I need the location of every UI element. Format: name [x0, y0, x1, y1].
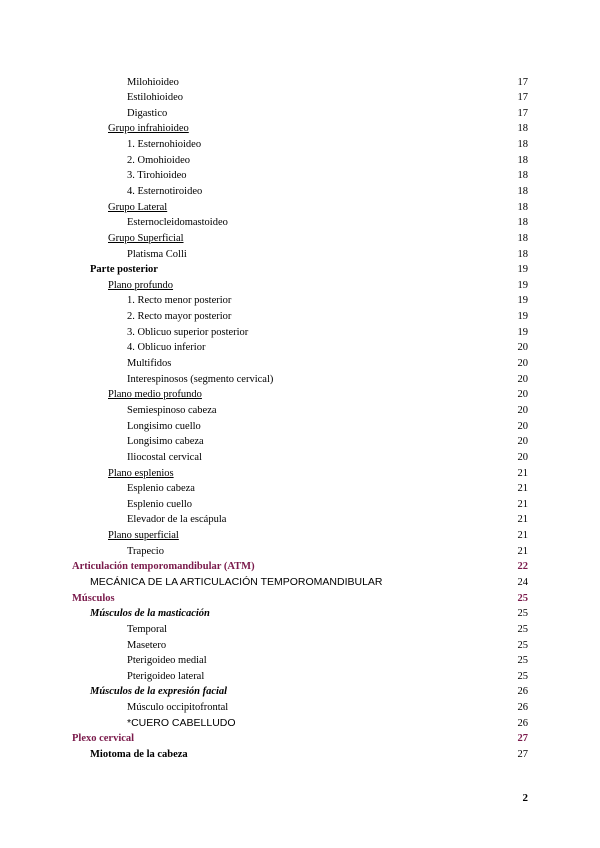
toc-entry[interactable] — [0, 215, 600, 231]
toc-entry-title: Iliocostal cervical — [127, 451, 202, 463]
toc-entry-page: 25 — [517, 623, 528, 635]
toc-entry-title: Platisma Colli — [127, 248, 187, 260]
toc-entry-page: 20 — [517, 404, 528, 416]
toc-entry[interactable] — [0, 481, 600, 497]
table-of-contents — [0, 75, 600, 763]
toc-entry-page: 18 — [517, 170, 528, 182]
toc-entry-page: 18 — [517, 154, 528, 166]
toc-entry[interactable] — [0, 419, 600, 435]
toc-entry-page: 17 — [517, 76, 528, 88]
toc-entry[interactable] — [0, 575, 600, 591]
toc-entry-title: *CUERO CABELLUDO — [127, 716, 236, 729]
toc-entry-page: 24 — [517, 577, 528, 588]
toc-entry[interactable] — [0, 340, 600, 356]
toc-entry-title: Longisimo cuello — [127, 420, 201, 432]
toc-entry-page: 20 — [517, 342, 528, 354]
toc-entry-title: Longisimo cabeza — [127, 436, 204, 448]
toc-entry-title: Interespinosos (segmento cervical) — [127, 373, 274, 385]
toc-entry-title: Músculos de la masticación — [90, 608, 210, 620]
toc-entry-title: 4. Esternotiroideo — [127, 185, 203, 197]
toc-entry-page: 18 — [517, 139, 528, 151]
toc-entry-title: Miotoma de la cabeza — [90, 749, 188, 761]
toc-entry[interactable] — [0, 669, 600, 685]
toc-entry-title: Músculo occipitofrontal — [127, 702, 229, 714]
toc-entry[interactable] — [0, 325, 600, 341]
toc-entry-page: 25 — [517, 608, 528, 620]
toc-entry-title: Milohioideo — [127, 76, 179, 88]
toc-entry-title: Pterigoideo medial — [127, 655, 207, 667]
toc-entry-page: 18 — [517, 248, 528, 260]
toc-entry-page: 20 — [517, 436, 528, 448]
toc-entry-page: 18 — [517, 232, 528, 244]
toc-entry-title: Esplenio cabeza — [127, 483, 195, 495]
toc-entry-page: 21 — [517, 467, 528, 479]
toc-entry-page: 17 — [517, 107, 528, 119]
toc-entry-page: 19 — [517, 295, 528, 307]
toc-entry-title: Plano medio profundo — [108, 389, 202, 401]
toc-entry[interactable] — [0, 106, 600, 122]
toc-entry-page: 17 — [517, 92, 528, 104]
toc-entry[interactable] — [0, 200, 600, 216]
toc-entry-title: 1. Recto menor posterior — [127, 295, 232, 307]
toc-entry[interactable] — [0, 700, 600, 716]
toc-entry[interactable] — [0, 653, 600, 669]
toc-entry-title: Articulación temporomandibular (ATM) — [72, 561, 255, 573]
toc-entry[interactable] — [0, 559, 600, 575]
toc-entry-title: Plexo cervical — [72, 733, 135, 745]
toc-entry[interactable] — [0, 403, 600, 419]
toc-entry-page: 20 — [517, 373, 528, 385]
toc-entry-title: Plano superficial — [108, 530, 179, 542]
toc-entry-title: Multifidos — [127, 358, 172, 370]
toc-entry-page: 18 — [517, 123, 528, 135]
toc-entry-page: 21 — [517, 514, 528, 526]
toc-entry[interactable] — [0, 528, 600, 544]
toc-entry[interactable] — [0, 247, 600, 263]
toc-entry-page: 19 — [517, 279, 528, 291]
toc-entry-title: MECÁNICA DE LA ARTICULACIÓN TEMPOROMANDIBULAR — [90, 576, 383, 588]
toc-entry-title: Plano esplenios — [108, 467, 174, 479]
toc-entry[interactable] — [0, 184, 600, 200]
toc-entry-page: 18 — [517, 201, 528, 213]
toc-entry[interactable] — [0, 638, 600, 654]
toc-entry-title: 3. Oblicuo superior posterior — [127, 326, 249, 338]
toc-entry[interactable] — [0, 75, 600, 91]
toc-entry[interactable] — [0, 137, 600, 153]
toc-entry[interactable] — [0, 450, 600, 466]
toc-entry[interactable] — [0, 606, 600, 622]
toc-entry-page: 19 — [517, 311, 528, 323]
toc-entry-title: 3. Tirohioideo — [127, 170, 187, 182]
toc-entry-title: Estilohioideo — [127, 92, 183, 104]
toc-entry[interactable] — [0, 231, 600, 247]
toc-entry[interactable] — [0, 466, 600, 482]
toc-entry[interactable] — [0, 591, 600, 607]
toc-entry-title: 2. Omohioideo — [127, 154, 190, 166]
toc-entry-page: 25 — [517, 639, 528, 651]
toc-entry[interactable] — [0, 684, 600, 700]
page-number: 2 — [522, 792, 528, 804]
toc-entry-page: 27 — [517, 733, 528, 745]
toc-entry[interactable] — [0, 309, 600, 325]
toc-entry[interactable] — [0, 278, 600, 294]
toc-entry-page: 21 — [517, 545, 528, 557]
toc-entry-title: Digastico — [127, 107, 168, 119]
toc-entry-page: 18 — [517, 185, 528, 197]
toc-entry-page: 21 — [517, 530, 528, 542]
toc-entry-page: 20 — [517, 358, 528, 370]
toc-entry[interactable] — [0, 168, 600, 184]
toc-entry-title: Esplenio cuello — [127, 498, 193, 510]
toc-entry-title: Pterigoideo lateral — [127, 670, 205, 682]
toc-entry[interactable] — [0, 262, 600, 278]
toc-entry-title: Temporal — [127, 623, 168, 635]
toc-entry-page: 25 — [517, 592, 528, 604]
toc-entry-title: Grupo infrahioideo — [108, 123, 189, 135]
toc-entry-page: 19 — [517, 264, 528, 276]
toc-entry-page: 26 — [517, 686, 528, 698]
toc-entry[interactable] — [0, 372, 600, 388]
toc-entry-title: Trapecio — [127, 545, 164, 557]
toc-entry[interactable] — [0, 293, 600, 309]
toc-entry[interactable] — [0, 731, 600, 747]
toc-entry-page: 20 — [517, 389, 528, 401]
toc-entry[interactable] — [0, 544, 600, 560]
toc-entry[interactable] — [0, 497, 600, 513]
toc-entry-page: 18 — [517, 217, 528, 229]
toc-entry-title: Parte posterior — [90, 264, 158, 276]
toc-entry[interactable] — [0, 387, 600, 403]
toc-entry-page: 19 — [517, 326, 528, 338]
toc-entry-title: Elevador de la escápula — [127, 514, 227, 526]
toc-entry-page: 27 — [517, 749, 528, 761]
toc-entry-title: Músculos — [72, 592, 115, 604]
toc-entry-page: 20 — [517, 420, 528, 432]
toc-entry[interactable] — [0, 153, 600, 169]
toc-entry[interactable] — [0, 356, 600, 372]
toc-entry-page: 25 — [517, 670, 528, 682]
toc-entry-title: Semiespinoso cabeza — [127, 404, 217, 416]
toc-entry-title: 4. Oblicuo inferior — [127, 342, 206, 354]
toc-entry-page: 25 — [517, 655, 528, 667]
toc-entry-page: 21 — [517, 483, 528, 495]
toc-entry[interactable] — [0, 716, 600, 732]
toc-entry-title: Esternocleidomastoideo — [127, 217, 228, 229]
toc-entry-page: 21 — [517, 498, 528, 510]
toc-entry-title: Grupo Superficial — [108, 232, 184, 244]
toc-entry[interactable] — [0, 434, 600, 450]
toc-entry-title: Músculos de la expresión facial — [90, 686, 228, 698]
toc-entry[interactable] — [0, 747, 600, 763]
toc-entry-title: 1. Esternohioideo — [127, 139, 202, 151]
toc-entry-page: 22 — [517, 561, 528, 573]
toc-entry-page: 20 — [517, 451, 528, 463]
toc-entry[interactable] — [0, 512, 600, 528]
toc-entry[interactable] — [0, 622, 600, 638]
toc-entry-title: 2. Recto mayor posterior — [127, 311, 232, 323]
toc-entry-page: 26 — [517, 717, 528, 729]
toc-entry-page: 26 — [517, 702, 528, 714]
toc-entry[interactable] — [0, 121, 600, 137]
toc-entry[interactable] — [0, 90, 600, 106]
toc-entry-title: Plano profundo — [108, 279, 174, 291]
toc-entry-title: Masetero — [127, 639, 167, 651]
toc-entry-title: Grupo Lateral — [108, 201, 168, 213]
